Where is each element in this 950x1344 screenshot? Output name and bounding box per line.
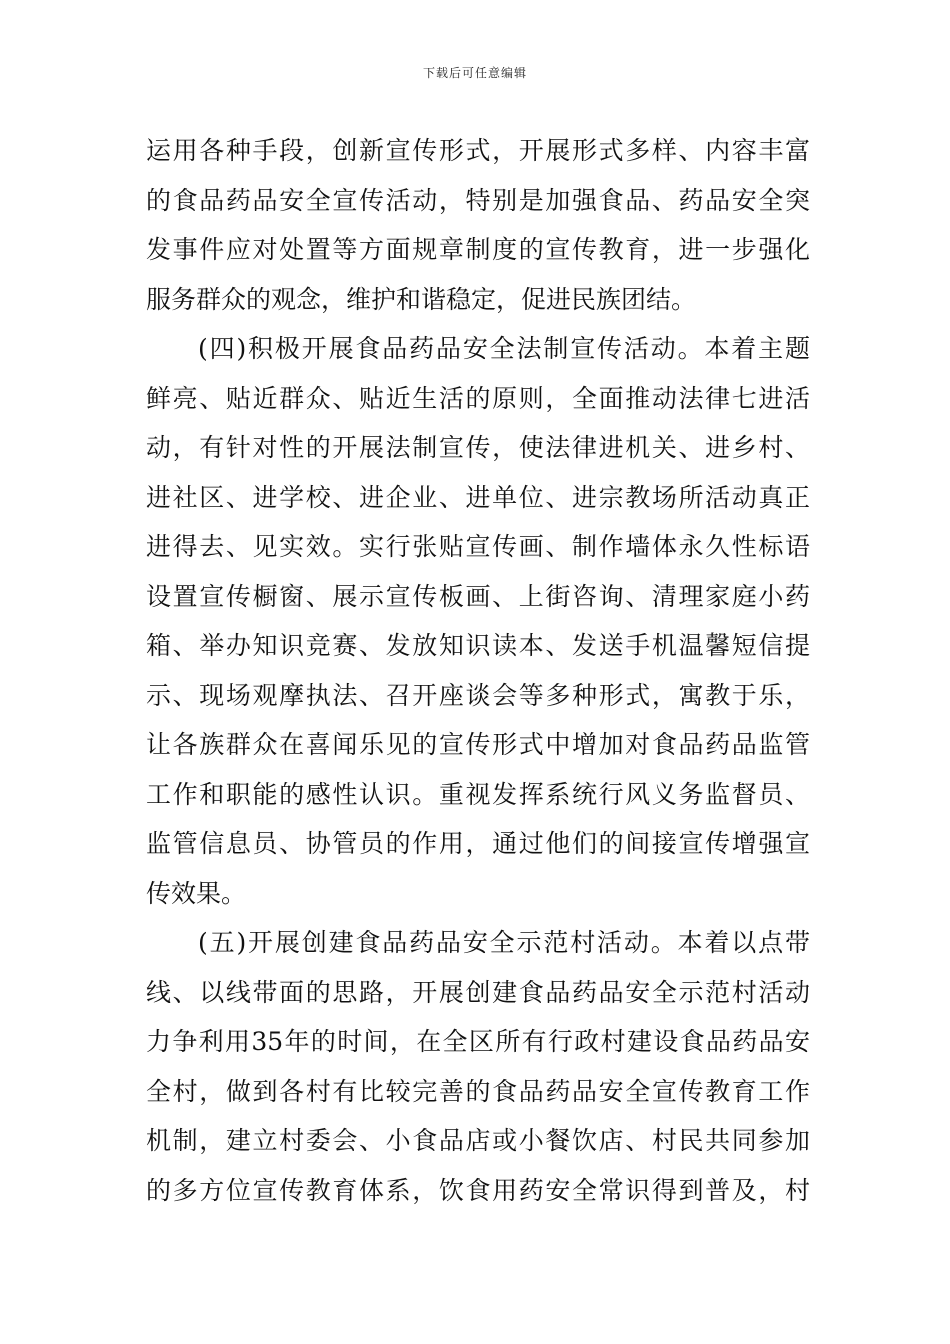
text-line: 进社区、进学校、进企业、进单位、进宗教场所活动真正 [146, 482, 810, 512]
text-line: 工作和职能的感性认识。重视发挥系统行风义务监督员、 [146, 779, 810, 809]
text-line: 让各族群众在喜闻乐见的宣传形式中增加对食品药品监管 [146, 730, 810, 759]
text-line: 示、现场观摩执法、召开座谈会等多种形式，寓教于乐， [146, 680, 810, 710]
text-line: 线、以线带面的思路，开展创建食品药品安全示范村活动 [146, 977, 810, 1007]
text-line: 监管信息员、协管员的作用，通过他们的间接宣传增强宣 [146, 829, 810, 858]
paragraph [146, 126, 810, 324]
paragraph [146, 918, 810, 1215]
text-line: (五)开展创建食品药品安全示范村活动。本着以点带 [198, 928, 810, 957]
text-line: (四)积极开展食品药品安全法制宣传活动。本着主题 [198, 334, 810, 363]
paragraph [146, 324, 810, 918]
text-line: 鲜亮、贴近群众、贴近生活的原则，全面推动法律七进活 [146, 383, 810, 413]
text-line: 力争利用35年的时间，在全区所有行政村建设食品药品安 [146, 1027, 810, 1056]
text-line: 动，有针对性的开展法制宣传，使法律进机关、进乡村、 [146, 433, 810, 462]
text-line: 箱、举办知识竞赛、发放知识读本、发送手机温馨短信提 [146, 631, 810, 660]
text-line: 发事件应对处置等方面规章制度的宣传教育，进一步强化 [146, 235, 810, 264]
text-line: 设置宣传橱窗、展示宣传板画、上街咨询、清理家庭小药 [146, 581, 810, 611]
document-body [146, 126, 810, 1215]
text-line: 全村，做到各村有比较完善的食品药品安全宣传教育工作 [146, 1076, 810, 1106]
text-line: 进得去、见实效。实行张贴宣传画、制作墙体永久性标语 [146, 532, 810, 561]
text-line: 运用各种手段，创新宣传形式，开展形式多样、内容丰富 [146, 136, 810, 165]
text-line: 的食品药品安全宣传活动，特别是加强食品、药品安全突 [146, 185, 810, 215]
text-line: 传效果。 [146, 878, 247, 908]
text-line: 机制，建立村委会、小食品店或小餐饮店、村民共同参加 [146, 1126, 810, 1155]
text-line: 服务群众的观念，维护和谐稳定，促进民族团结。 [146, 284, 697, 314]
text-line: 的多方位宣传教育体系，饮食用药安全常识得到普及，村 [146, 1175, 810, 1205]
page-header: 下载后可任意编辑 [422, 66, 527, 80]
